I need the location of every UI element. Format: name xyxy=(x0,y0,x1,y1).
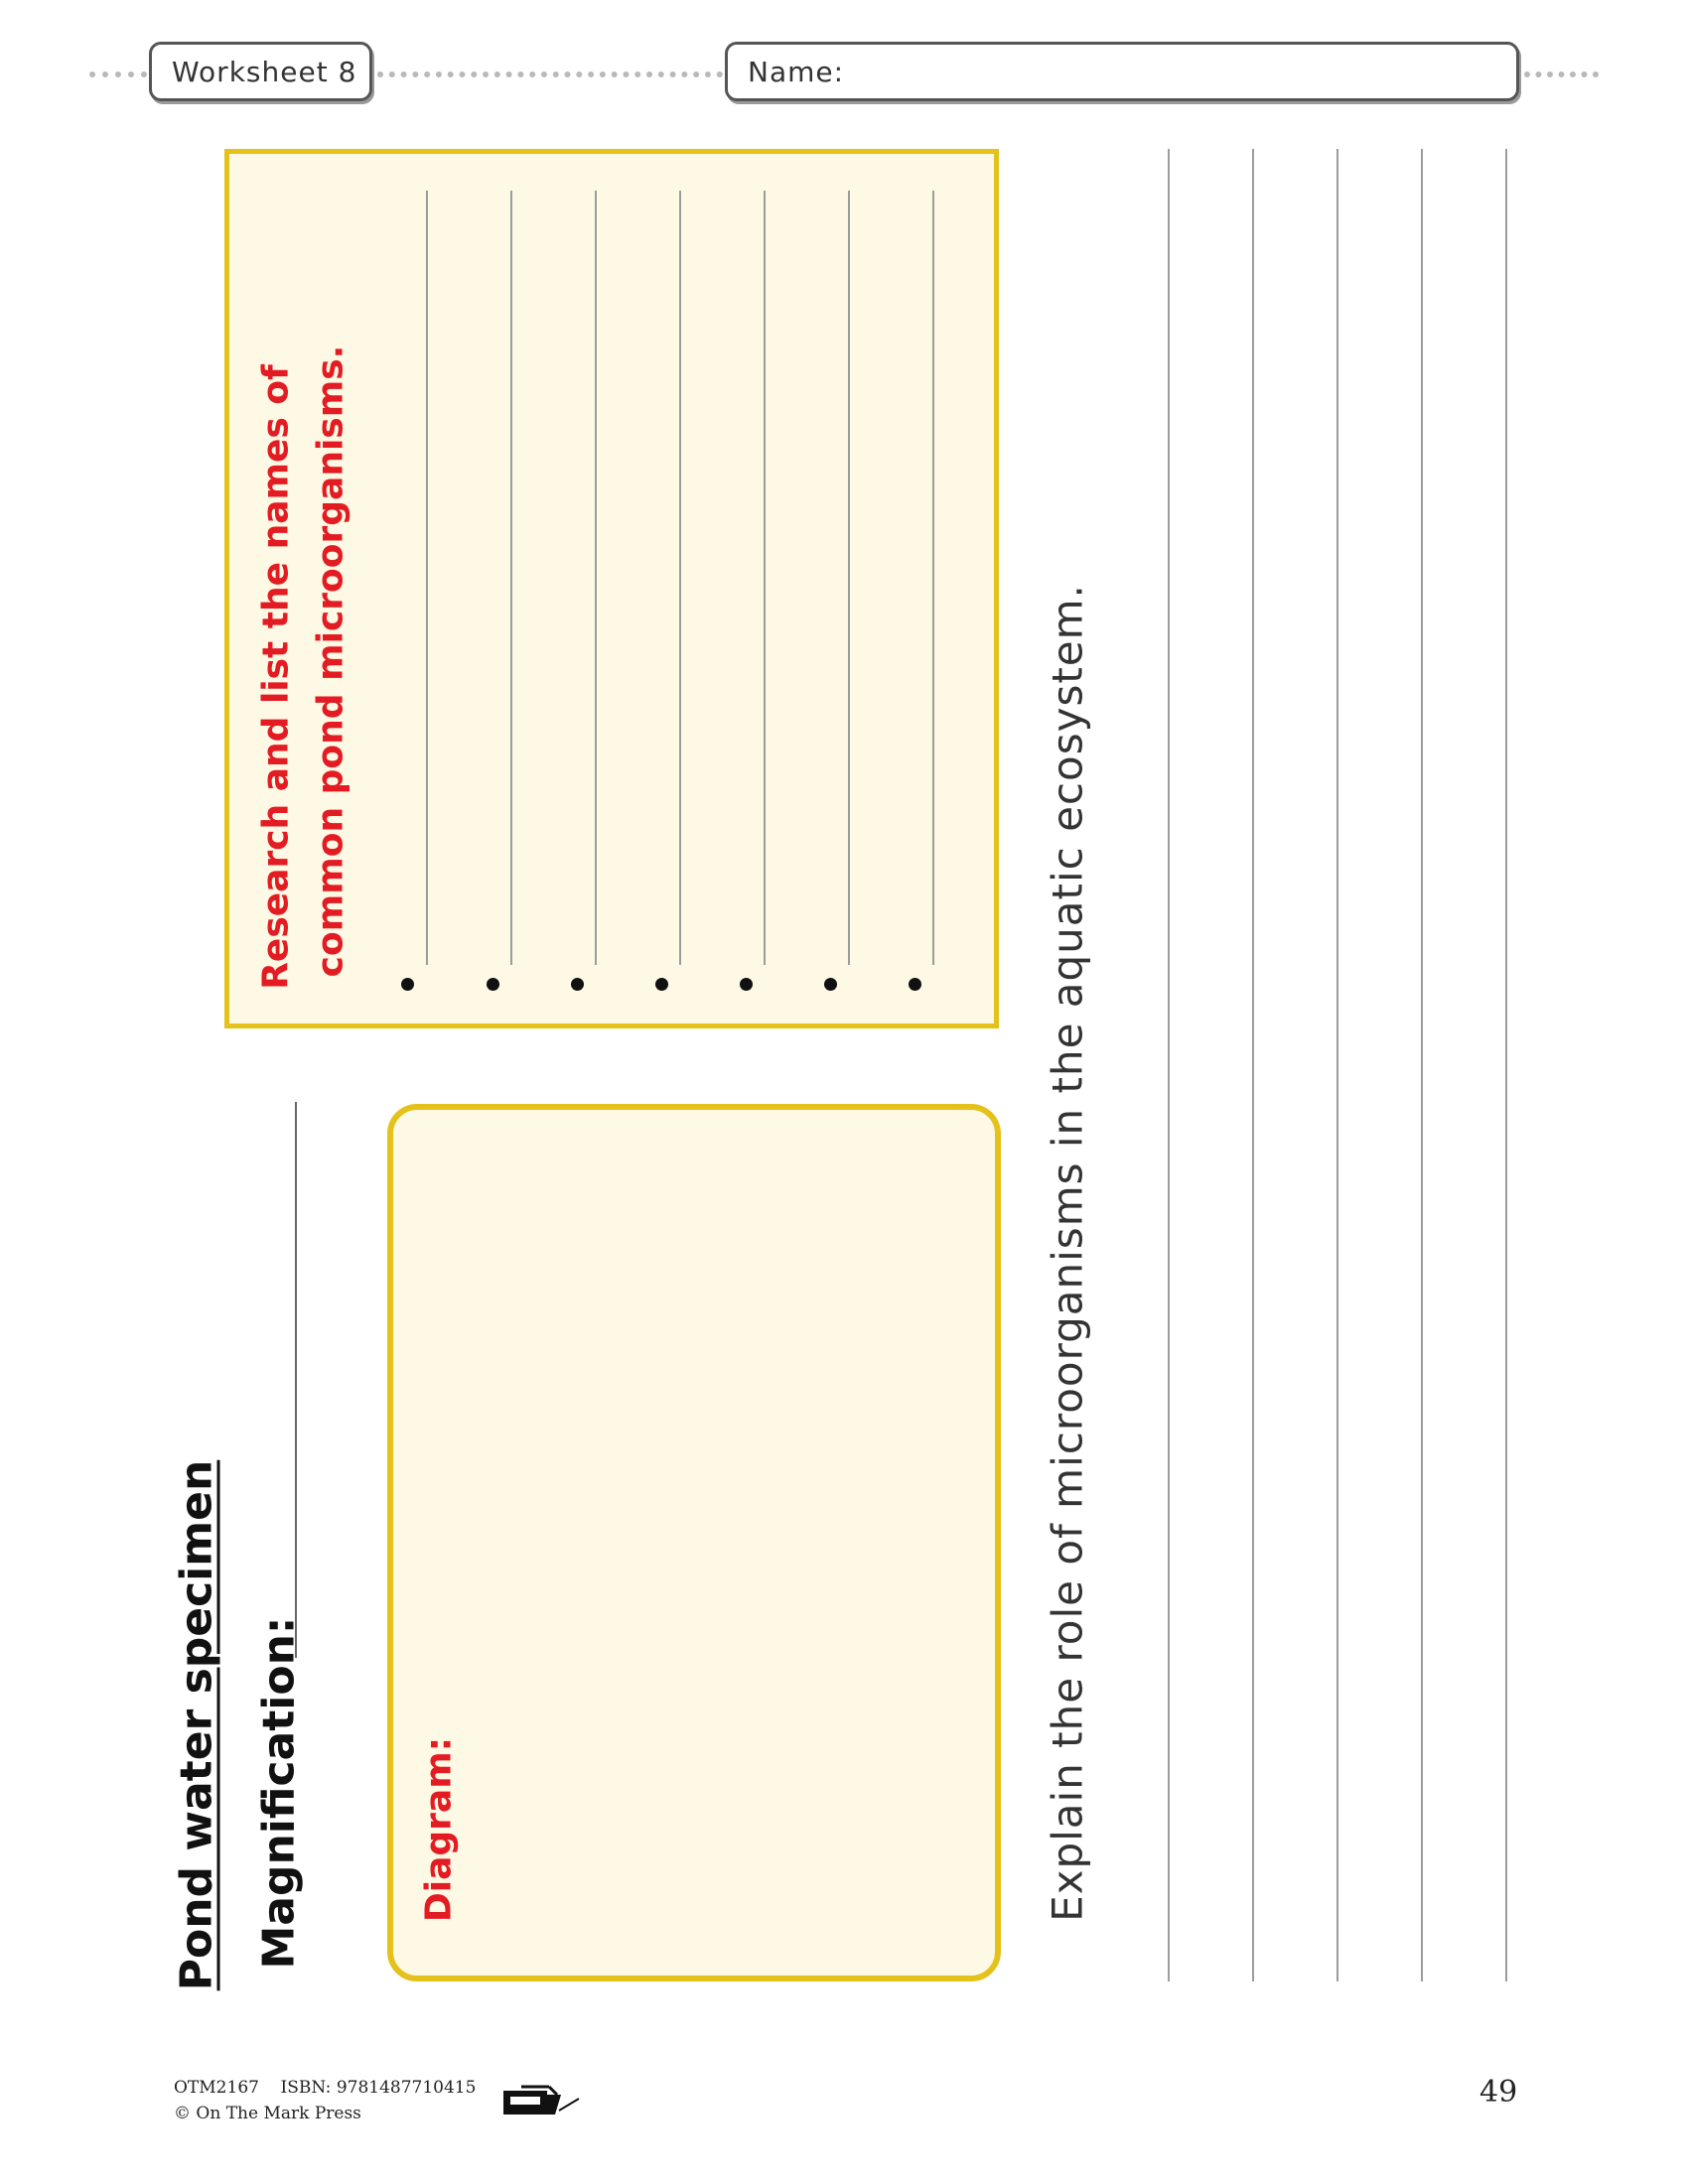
research-list-line-2[interactable] xyxy=(510,191,512,965)
research-bullet-3 xyxy=(571,978,584,991)
research-prompt-line1: Research and list the names of xyxy=(255,364,297,990)
answer-line-3[interactable] xyxy=(1336,149,1338,1981)
header-dots-right xyxy=(1524,71,1599,77)
research-bullet-5 xyxy=(740,978,753,991)
answer-line-2[interactable] xyxy=(1252,149,1254,1981)
answer-line-5[interactable] xyxy=(1505,149,1507,1981)
research-list-line-5[interactable] xyxy=(764,191,766,965)
research-bullet-4 xyxy=(655,978,668,991)
magnification-answer-line[interactable] xyxy=(295,1102,297,1658)
header-dots-left xyxy=(89,71,147,77)
research-prompt-line2: common pond microorganisms. xyxy=(310,344,352,978)
name-label: Name: xyxy=(748,55,845,88)
research-bullet-1 xyxy=(401,978,414,991)
research-list-line-6[interactable] xyxy=(848,191,850,965)
worksheet-label: Worksheet 8 xyxy=(172,55,357,88)
footer-copyright: © On The Mark Press xyxy=(174,2104,361,2123)
research-list-line-1[interactable] xyxy=(426,191,428,965)
header-dots-middle xyxy=(377,71,723,77)
research-list-line-7[interactable] xyxy=(932,191,934,965)
research-list-line-4[interactable] xyxy=(679,191,681,965)
page-number: 49 xyxy=(1479,2075,1518,2110)
diagram-box[interactable] xyxy=(387,1104,1001,1981)
answer-line-1[interactable] xyxy=(1168,149,1170,1981)
research-bullet-2 xyxy=(487,978,499,991)
research-bullet-7 xyxy=(909,978,921,991)
name-field[interactable] xyxy=(725,42,1519,101)
magnification-label: Magnification: xyxy=(253,1616,305,1970)
worksheet-label-box xyxy=(149,42,372,101)
publisher-logo-icon xyxy=(501,2081,581,2120)
question-prompt: Explain the role of microorganisms in the aquatic ecosystem. xyxy=(1043,584,1092,1922)
page-title: Pond water specimen xyxy=(171,1459,222,1991)
answer-line-4[interactable] xyxy=(1421,149,1423,1981)
research-list-line-3[interactable] xyxy=(595,191,597,965)
research-bullet-6 xyxy=(824,978,837,991)
diagram-label: Diagram: xyxy=(418,1736,460,1923)
footer-code-isbn: OTM2167 ISBN: 9781487710415 xyxy=(174,2078,477,2098)
